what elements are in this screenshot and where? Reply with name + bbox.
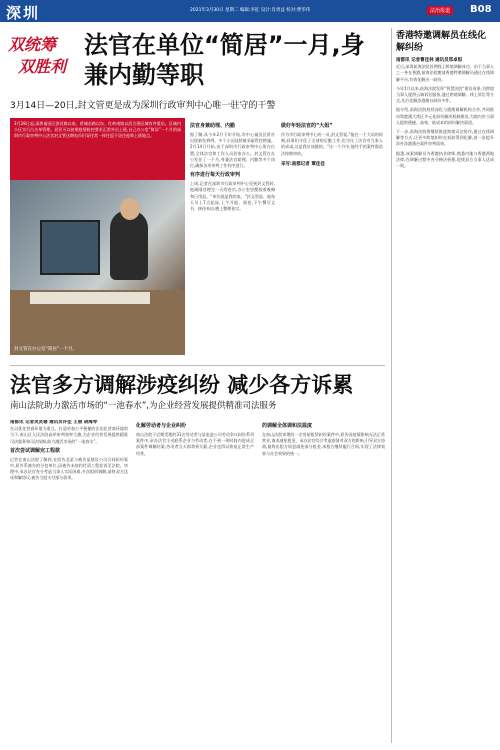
article2-col-3 — [262, 420, 385, 740]
section-title: 深圳 — [6, 4, 41, 22]
section-text: 记者在南山法院了解到,在原告北某与被告某建设公司合同纠纷案中,原告系被告的分包单位,因被告未按约付清工程款诉至法院。审理中,承办法官充分考虑当事人实际困难,多次组织调解,最终双方达成和解协议,被告当庭支付部分款项。 — [10, 456, 128, 481]
section-text: 据了解,从今年2月下旬开始,市中心福田区侨社出现新发病例。多个小区陆续被采取管控措施。2月14日开始,由于深圳市行政审判中心所在位置,全体法官和工作人员居家办公。封文管在办公室住了一个月,身兼法官助理、内勤等多个岗位,确保各项审判工作有序进行。 — [190, 132, 275, 169]
section-title: 化解劳动者与企业纠纷 — [136, 423, 187, 429]
subhead-2: 南山法院助力激活市场的“一池春水”,为企业经营发展提供精准司法服务 — [10, 401, 277, 411]
section-title: 首次尝试调解完工程款 — [10, 447, 61, 454]
photo — [10, 180, 185, 355]
article1-col-2 — [281, 120, 383, 360]
sidebar-paragraph: 今年1月以来,前海法院发挥“智慧法院”建设成果,为跨境当事人提供云端诉讼服务,通过跨境调解、线上诉讼等方式,先后化解涉港澳台纠纷多件。 — [396, 85, 494, 104]
headline-1: 法官在单位“简居”一月,身兼内勤等职 — [84, 31, 365, 89]
kicker-line-1: 双统筹 — [8, 35, 57, 54]
sidebar-paragraph: 据介绍,前海法院持续深化与港澳调解机构合作,共同推动粤港澳大湾区多元化纠纷解决机制建设,为境内外当事人提供便捷、高效、低成本的纠纷解决渠道。 — [396, 107, 494, 125]
section-text: 上周,记者在深圳市行政审判中心见到封文管时,他刚刚处理完一天的卷宗,办公室里摆放着被褥和日用品。“单位就是我的家。”封文管说。他每天早上7点起床,上午开庭、阅卷,下午撰写文书、接待来访,晚上整理卷宗。 — [190, 181, 275, 212]
sidebar-divider — [391, 28, 392, 743]
date-line: 2021年3月30日 星期二 编辑:李征 设计:肖勇益 校对:曹华伟 — [190, 8, 311, 13]
article1-col-1 — [190, 120, 275, 360]
article2-col-1 — [10, 420, 128, 740]
sidebar-byline: 南都讯 记者曹佳林 通讯员郑卓恒 — [396, 58, 463, 63]
headline-2: 法官多方调解涉疫纠纷 减少各方诉累 — [10, 373, 354, 397]
section-text: 作为市行政审判中心的一员,封文管说,“能在一个大局的时刻,同事们守住了全部的后勤工作,也守住了法官对当事人的承诺,这是我应该做的。”这一个月中,他经手的案件都依法按期审结。 — [281, 132, 383, 156]
kicker-line-2: 双胜利 — [18, 57, 67, 76]
section-title: 的调解全体调和法温度 — [262, 423, 313, 429]
page-number: B08 — [470, 4, 492, 15]
intro-text: 3月28日起,深圳福田区滨河路以南、侨城东路以东、红岭南路以西合围区域有序重启。区域内小区实行凸名单管理。居民可以按照疫情防控要求正常外出上班,自己办公室“简居”一个月的深圳市行政审判中心法官封文管这期电币们穿往常一样往返于居住他和上班地点。 — [14, 121, 181, 139]
intro-box — [10, 118, 185, 180]
sidebar — [396, 30, 494, 745]
article2-col-2 — [136, 420, 254, 740]
section-title: 做好年轻法官的“大姐” — [281, 123, 333, 129]
subhead-1: 3月14日—20日,封文管更是成为深圳行政审判中心唯一驻守的干警 — [10, 101, 276, 111]
section-text: 南山法院于近期受理的31名劳动者与某电池公司劳动争议纠纷系列案件中,承办法官主动联系企业与劳动者,在不到一周时间内促成全部案件调解结案,劳动者当天即拿到欠薪,企业也得以恢复正常生产经营。 — [136, 432, 254, 456]
lead-text: 在以优化营商环境为重点、打造更加公平便捷的法治化营商环境的当下,南山区人民法院高举审判效率大旗,为企业经营发展提供精准司法服务和司法保障,助力激活市场的“一池春水”。 — [10, 426, 128, 444]
section-title: 法官身兼助理、内勤 — [190, 123, 236, 129]
masthead — [0, 0, 500, 22]
section-title: 有序进行每天行政审判 — [190, 172, 241, 179]
kicker-badge — [8, 34, 78, 96]
sidebar-paragraph: 近日,深圳前海法院首例线上跨境调解成功。由于当事人之一身在香港,前海法院邀请香港特邀调解员通过在线调解平台,有效化解这一纠纷。 — [396, 64, 494, 82]
photo-caption: 封文管在办公室“简居”一个月。 — [14, 347, 78, 352]
sidebar-paragraph: 下一步,前海法院将继续推进跨境司法协作,通过在线调解等方式,让更多跨境纠纷在诉前得到化解,进一步提升涉外涉港澳台案件审判质效。 — [396, 129, 494, 147]
section-text: 在南山法院审理的一宗房屋租赁纠纷案件中,原告因疫情影响无法正常营业,请求减免租金。承办法官综合考虑疫情对双方的影响,引导双方协商,最终出租方同意减免部分租金,承租方继续履行合同,实现了法律效果与社会效果的统一。 — [262, 432, 385, 456]
sidebar-paragraph: 据悉,该案调解员为香港执业律师,熟悉内地与香港两地法律,在调解过程中充分释法析理,促使双方当事人达成一致。 — [396, 150, 494, 169]
byline: 南都讯 记者吴灵珊 通讯员许佳 王丽 胡海琴 — [10, 420, 98, 425]
signoff: 采写:南都记者 覃佳佳 — [281, 161, 325, 167]
section-tag: 法治报道 — [427, 6, 453, 15]
sidebar-title: 香港特邀调解员在线化解纠纷 — [396, 31, 487, 53]
divider — [10, 365, 385, 366]
